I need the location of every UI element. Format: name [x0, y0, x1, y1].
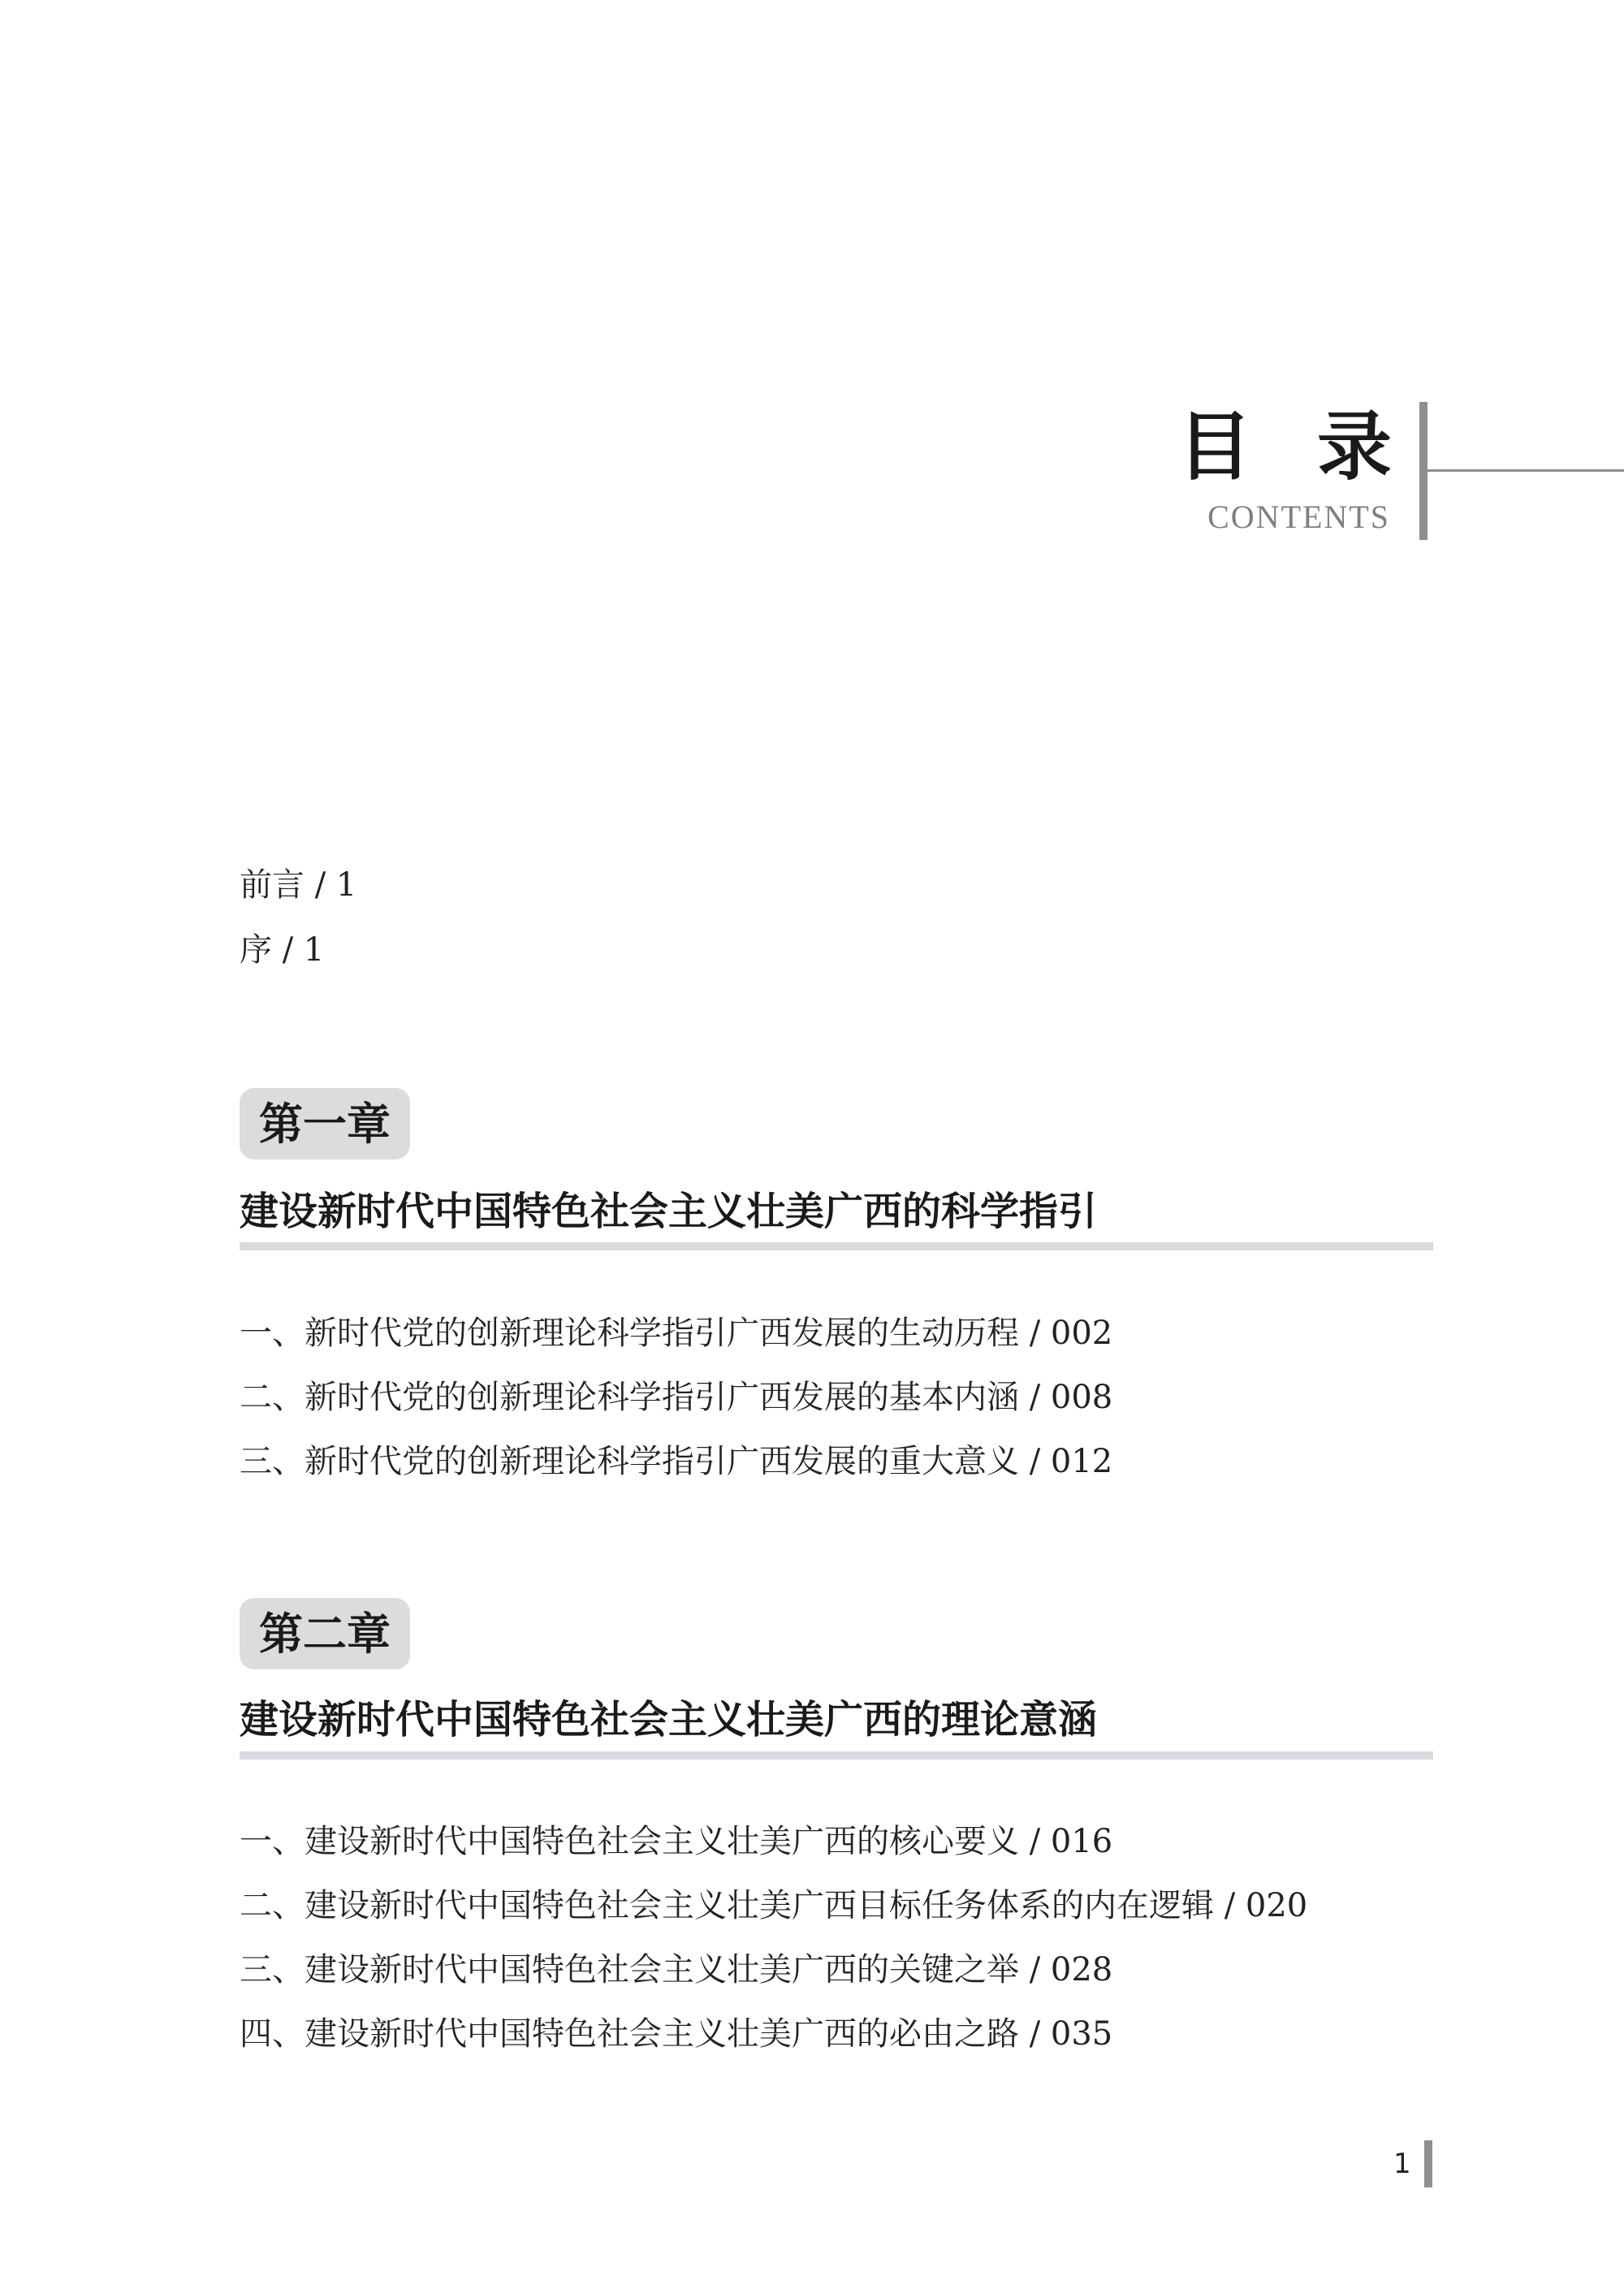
chapter-2-divider	[240, 1751, 1433, 1760]
footer-vertical-bar	[1424, 2140, 1432, 2187]
chapter-2-badge: 第二章	[240, 1598, 410, 1669]
toc-entry-separator: /	[1019, 1443, 1051, 1480]
toc-entry-page: 020	[1245, 1887, 1308, 1924]
toc-entry-page: 012	[1050, 1443, 1113, 1480]
toc-entry-label: 二、建设新时代中国特色社会主义壮美广西目标任务体系的内在逻辑	[240, 1887, 1214, 1924]
toc-entry-separator: /	[1019, 2015, 1051, 2053]
page-title	[1137, 402, 1405, 491]
toc-entry-label: 三、新时代党的创新理论科学指引广西发展的重大意义	[240, 1443, 1019, 1480]
header-vertical-bar	[1419, 402, 1427, 540]
toc-entry[interactable]	[240, 1439, 1112, 1484]
page-subtitle: CONTENTS	[1207, 499, 1390, 535]
toc-entry-separator: /	[272, 931, 304, 969]
toc-entry-separator: /	[304, 866, 336, 904]
toc-entry[interactable]	[240, 1311, 1112, 1356]
toc-entry-label: 一、建设新时代中国特色社会主义壮美广西的核心要义	[240, 1823, 1019, 1860]
chapter-1-title[interactable]: 建设新时代中国特色社会主义壮美广西的科学指引	[240, 1189, 1098, 1234]
toc-entry-page: 008	[1050, 1379, 1113, 1416]
toc-entry[interactable]	[240, 1819, 1112, 1864]
toc-entry-preface[interactable]	[240, 862, 356, 908]
toc-entry-foreword[interactable]	[240, 927, 324, 973]
page-title-char-2: 录	[1317, 403, 1393, 490]
chapter-2-title[interactable]: 建设新时代中国特色社会主义壮美广西的理论意涵	[240, 1697, 1098, 1742]
toc-entry[interactable]	[240, 1375, 1112, 1420]
toc-entry-separator: /	[1019, 1951, 1051, 1989]
toc-entry[interactable]	[240, 1883, 1307, 1928]
toc-header	[1137, 402, 1405, 540]
toc-entry-label: 三、建设新时代中国特色社会主义壮美广西的关键之举	[240, 1951, 1019, 1989]
toc-entry-page: 002	[1050, 1315, 1113, 1352]
chapter-1-divider	[240, 1242, 1433, 1250]
toc-entry-label: 前言	[240, 866, 304, 904]
toc-entry-page: 028	[1050, 1951, 1113, 1989]
toc-entry-page: 1	[303, 931, 325, 969]
toc-entry[interactable]	[240, 1947, 1112, 1993]
toc-entry-separator: /	[1019, 1823, 1051, 1860]
toc-entry-page: 035	[1050, 2015, 1113, 2053]
toc-entry-separator: /	[1019, 1315, 1051, 1352]
toc-entry-label: 四、建设新时代中国特色社会主义壮美广西的必由之路	[240, 2015, 1019, 2053]
toc-entry-label: 二、新时代党的创新理论科学指引广西发展的基本内涵	[240, 1379, 1019, 1416]
toc-entry-page: 016	[1050, 1823, 1113, 1860]
page-title-char-1: 目	[1177, 403, 1253, 490]
toc-entry-label: 一、新时代党的创新理论科学指引广西发展的生动历程	[240, 1315, 1019, 1352]
page-number: 1	[1393, 2148, 1411, 2180]
chapter-1-badge: 第一章	[240, 1088, 410, 1159]
toc-entry-separator: /	[1214, 1887, 1246, 1924]
toc-entry-page: 1	[335, 866, 357, 904]
header-horizontal-line	[1427, 469, 1624, 472]
toc-entry[interactable]	[240, 2011, 1112, 2057]
toc-entry-label: 序	[240, 931, 272, 969]
toc-entry-separator: /	[1019, 1379, 1051, 1416]
